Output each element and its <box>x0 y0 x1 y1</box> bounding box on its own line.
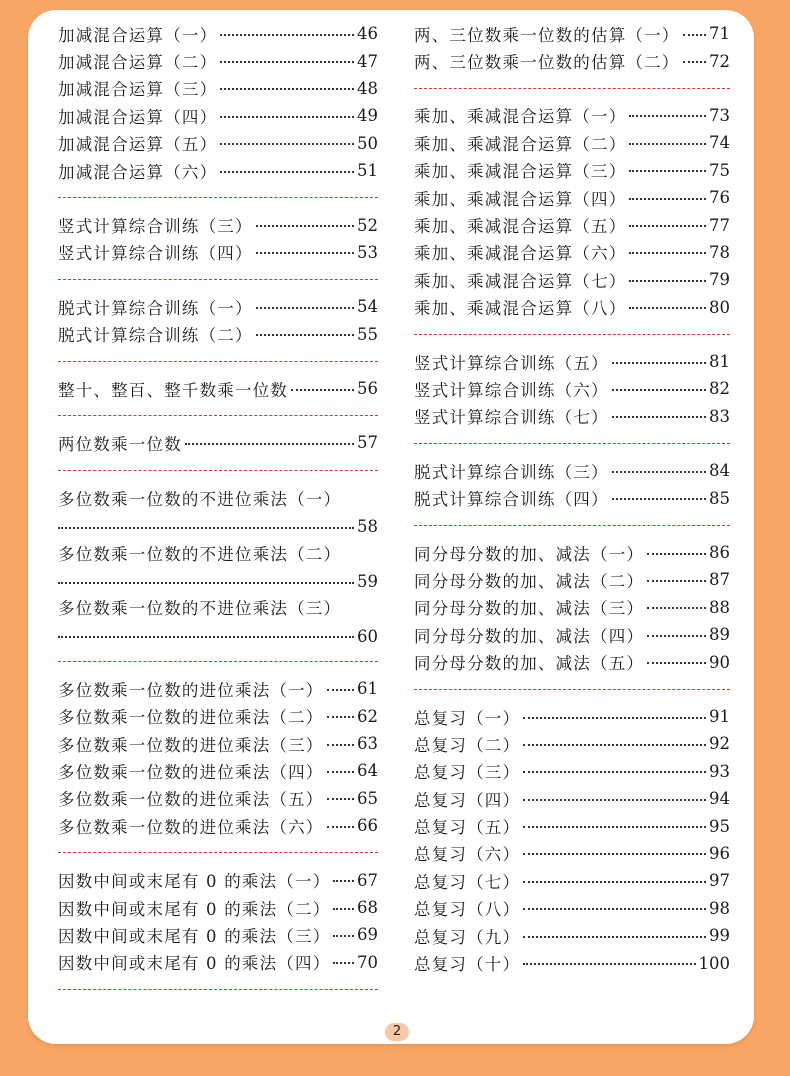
toc-entry-title: 多位数乘一位数的不进位乘法（一） <box>58 489 342 509</box>
toc-entry-title: 脱式计算综合训练（一） <box>58 298 253 318</box>
toc-entry[interactable] <box>414 867 730 894</box>
toc-entry-title: 因数中间或末尾有 0 的乘法（二） <box>58 899 331 919</box>
toc-entry-page: 95 <box>709 816 730 836</box>
toc-entry-page: 54 <box>357 297 378 317</box>
section-divider <box>414 88 730 89</box>
dot-leader <box>220 88 354 90</box>
toc-entry-page: 52 <box>357 215 378 235</box>
section-divider <box>58 361 378 362</box>
toc-entry-page: 75 <box>709 160 730 180</box>
dot-leader <box>327 826 355 828</box>
dot-leader <box>220 171 354 173</box>
toc-entry-page: 62 <box>357 706 378 726</box>
section-divider <box>58 989 378 990</box>
toc-entry[interactable] <box>414 294 730 321</box>
toc-entry[interactable] <box>58 20 378 47</box>
dot-leader <box>333 908 354 910</box>
toc-group <box>58 20 378 184</box>
toc-entry-page: 66 <box>357 816 378 836</box>
dot-leader <box>220 116 354 118</box>
dot-leader <box>185 443 354 445</box>
toc-entry-title: 多位数乘一位数的不进位乘法（三） <box>58 599 342 619</box>
toc-entry-title: 总复习（十） <box>414 955 521 975</box>
dot-leader <box>220 143 354 145</box>
toc-entry[interactable] <box>414 758 730 785</box>
toc-entry-title: 总复习（七） <box>414 872 521 892</box>
toc-entry[interactable] <box>58 675 378 702</box>
toc-entry-page: 49 <box>357 106 378 126</box>
toc-entry[interactable] <box>414 703 730 730</box>
dot-leader <box>683 34 707 36</box>
toc-entry[interactable] <box>414 648 730 675</box>
toc-entry[interactable] <box>414 840 730 867</box>
dot-leader <box>523 963 695 965</box>
toc-entry-page: 97 <box>709 871 730 891</box>
toc-group <box>58 675 378 839</box>
toc-entry[interactable] <box>414 129 730 156</box>
toc-entry-page: 70 <box>357 952 378 972</box>
dot-leader <box>327 771 355 773</box>
toc-entry-title: 因数中间或末尾有 0 的乘法（三） <box>58 926 331 946</box>
toc-entry-title: 竖式计算综合训练（七） <box>414 408 609 428</box>
section-divider <box>58 279 378 280</box>
dot-leader <box>523 881 706 883</box>
toc-entry[interactable] <box>414 211 730 238</box>
toc-group <box>58 211 378 266</box>
section-divider <box>414 443 730 444</box>
toc-entry-title: 总复习（一） <box>414 708 521 728</box>
dot-leader <box>523 717 706 719</box>
toc-entry-page: 64 <box>357 761 378 781</box>
toc-entry-page: 77 <box>709 215 730 235</box>
dot-leader <box>333 935 354 937</box>
dot-leader <box>523 744 706 746</box>
toc-entry[interactable] <box>58 321 378 348</box>
toc-entry-title: 加减混合运算（五） <box>58 135 218 155</box>
dot-leader <box>327 716 355 718</box>
toc-entry-title: 同分母分数的加、减法（一） <box>414 544 645 564</box>
toc-right-column <box>414 20 730 977</box>
toc-entry-title: 同分母分数的加、减法（三） <box>414 599 645 619</box>
toc-entry[interactable] <box>58 593 378 648</box>
toc-entry-title: 多位数乘一位数的进位乘法（六） <box>58 817 324 837</box>
toc-entry-title: 竖式计算综合训练（四） <box>58 244 253 264</box>
toc-entry-page: 93 <box>709 761 730 781</box>
dot-leader <box>220 34 354 36</box>
toc-entry-title: 竖式计算综合训练（五） <box>414 353 609 373</box>
dot-leader <box>629 307 706 309</box>
toc-entry[interactable] <box>58 949 378 976</box>
toc-group <box>58 866 378 976</box>
toc-entry-title: 两、三位数乘一位数的估算（二） <box>414 53 680 73</box>
dot-leader <box>220 61 354 63</box>
dot-leader <box>629 115 706 117</box>
toc-entry-title: 乘加、乘减混合运算（二） <box>414 134 627 154</box>
toc-page <box>28 10 754 1044</box>
toc-entry-page: 59 <box>357 572 378 592</box>
toc-group <box>58 375 378 402</box>
dot-leader <box>523 908 706 910</box>
dot-leader <box>647 607 706 609</box>
toc-entry-title: 脱式计算综合训练（四） <box>414 490 609 510</box>
toc-entry-title: 乘加、乘减混合运算（六） <box>414 244 627 264</box>
page-number-badge: 2 <box>385 1023 409 1041</box>
toc-entry-page: 81 <box>709 352 730 372</box>
dot-leader <box>523 936 706 938</box>
section-divider <box>414 334 730 335</box>
toc-entry[interactable] <box>58 484 378 539</box>
toc-group <box>414 348 730 430</box>
toc-entry-page: 79 <box>709 270 730 290</box>
toc-group <box>414 20 730 75</box>
toc-entry-page: 90 <box>709 652 730 672</box>
toc-entry-page: 83 <box>709 406 730 426</box>
toc-entry-title: 乘加、乘减混合运算（四） <box>414 189 627 209</box>
dot-leader <box>58 582 354 584</box>
toc-entry-page: 72 <box>709 51 730 71</box>
toc-entry[interactable] <box>414 539 730 566</box>
section-divider <box>414 525 730 526</box>
dot-leader <box>612 416 706 418</box>
toc-entry[interactable] <box>58 75 378 102</box>
dot-leader <box>58 636 354 638</box>
dot-leader <box>683 61 707 63</box>
toc-entry[interactable] <box>414 266 730 293</box>
toc-entry-title: 因数中间或末尾有 0 的乘法（四） <box>58 954 331 974</box>
toc-entry[interactable] <box>414 949 730 976</box>
toc-entry-page: 84 <box>709 461 730 481</box>
section-divider <box>58 852 378 853</box>
toc-entry-page: 69 <box>357 925 378 945</box>
toc-entry-page: 55 <box>357 324 378 344</box>
toc-entry[interactable] <box>414 812 730 839</box>
toc-entry[interactable] <box>58 239 378 266</box>
toc-entry-title: 加减混合运算（二） <box>58 53 218 73</box>
dot-leader <box>523 799 706 801</box>
toc-entry[interactable] <box>58 211 378 238</box>
toc-entry-page: 51 <box>357 161 378 181</box>
toc-entry-page: 46 <box>357 24 378 44</box>
toc-entry[interactable] <box>414 348 730 375</box>
section-divider <box>58 197 378 198</box>
toc-entry-title: 同分母分数的加、减法（五） <box>414 654 645 674</box>
toc-entry-title: 因数中间或末尾有 0 的乘法（一） <box>58 872 331 892</box>
toc-entry-page: 89 <box>709 625 730 645</box>
toc-entry-page: 71 <box>709 24 730 44</box>
toc-entry-title: 总复习（八） <box>414 900 521 920</box>
toc-entry[interactable] <box>58 894 378 921</box>
toc-entry[interactable] <box>414 484 730 511</box>
toc-entry-page: 87 <box>709 570 730 590</box>
toc-entry-page: 65 <box>357 788 378 808</box>
toc-group <box>58 429 378 456</box>
toc-entry-title: 总复习（五） <box>414 818 521 838</box>
toc-left-column <box>58 20 378 1003</box>
toc-entry-title: 总复习（二） <box>414 735 521 755</box>
toc-group <box>414 539 730 676</box>
toc-entry[interactable] <box>58 785 378 812</box>
dot-leader <box>629 143 706 145</box>
toc-entry-title: 脱式计算综合训练（三） <box>414 462 609 482</box>
toc-entry-title: 总复习（三） <box>414 763 521 783</box>
toc-entry-page: 67 <box>357 870 378 890</box>
dot-leader <box>327 744 355 746</box>
dot-leader <box>256 334 354 336</box>
toc-entry-page: 98 <box>709 898 730 918</box>
toc-entry-title: 总复习（六） <box>414 845 521 865</box>
toc-entry[interactable] <box>414 184 730 211</box>
dot-leader <box>333 880 354 882</box>
toc-entry-title: 乘加、乘减混合运算（三） <box>414 162 627 182</box>
toc-entry-title: 加减混合运算（三） <box>58 80 218 100</box>
toc-entry-page: 76 <box>709 188 730 208</box>
toc-entry-page: 88 <box>709 597 730 617</box>
dot-leader <box>612 471 706 473</box>
toc-entry-title: 竖式计算综合训练（三） <box>58 217 253 237</box>
toc-entry-page: 85 <box>709 488 730 508</box>
toc-entry[interactable] <box>414 730 730 757</box>
toc-entry[interactable] <box>58 102 378 129</box>
section-divider <box>58 470 378 471</box>
toc-entry-title: 多位数乘一位数的进位乘法（一） <box>58 680 324 700</box>
toc-entry[interactable] <box>58 730 378 757</box>
toc-entry-title: 加减混合运算（一） <box>58 25 218 45</box>
dot-leader <box>291 389 354 391</box>
dot-leader <box>647 553 706 555</box>
toc-entry[interactable] <box>58 375 378 402</box>
toc-entry[interactable] <box>414 403 730 430</box>
toc-entry[interactable] <box>58 47 378 74</box>
toc-entry-page: 96 <box>709 843 730 863</box>
toc-entry-title: 脱式计算综合训练（二） <box>58 326 253 346</box>
toc-entry-title: 乘加、乘减混合运算（一） <box>414 107 627 127</box>
toc-entry[interactable] <box>58 538 378 593</box>
toc-group <box>58 293 378 348</box>
toc-entry-page: 73 <box>709 105 730 125</box>
toc-entry[interactable] <box>58 293 378 320</box>
dot-leader <box>523 826 706 828</box>
section-divider <box>414 689 730 690</box>
toc-entry-page: 68 <box>357 898 378 917</box>
dot-leader <box>327 798 355 800</box>
dot-leader <box>256 307 354 309</box>
toc-entry-title: 多位数乘一位数的进位乘法（五） <box>58 790 324 810</box>
dot-leader <box>256 252 354 254</box>
toc-group <box>58 484 378 648</box>
toc-entry[interactable] <box>414 375 730 402</box>
toc-group <box>414 102 730 321</box>
dot-leader <box>647 635 706 637</box>
toc-entry[interactable] <box>414 621 730 648</box>
toc-entry-title: 两、三位数乘一位数的估算（一） <box>414 25 680 45</box>
toc-entry[interactable] <box>414 102 730 129</box>
toc-entry-title: 乘加、乘减混合运算（八） <box>414 299 627 319</box>
dot-leader <box>523 771 706 773</box>
toc-entry[interactable] <box>58 921 378 948</box>
toc-entry-page: 92 <box>709 734 730 754</box>
toc-entry[interactable] <box>58 866 378 893</box>
toc-entry[interactable] <box>58 757 378 784</box>
toc-entry[interactable] <box>58 702 378 729</box>
dot-leader <box>327 689 355 691</box>
toc-entry-page: 61 <box>357 679 378 699</box>
toc-entry[interactable] <box>58 130 378 157</box>
toc-entry-title: 总复习（四） <box>414 790 521 810</box>
toc-entry[interactable] <box>414 157 730 184</box>
toc-entry-page: 74 <box>709 133 730 153</box>
toc-group <box>414 457 730 512</box>
toc-entry-page: 50 <box>357 133 378 153</box>
dot-leader <box>333 962 354 964</box>
toc-entry-page: 99 <box>709 926 730 946</box>
toc-entry-page: 56 <box>357 379 378 399</box>
toc-entry-title: 总复习（九） <box>414 927 521 947</box>
toc-entry-page: 60 <box>357 626 378 646</box>
toc-entry-title: 多位数乘一位数的进位乘法（三） <box>58 735 324 755</box>
toc-entry-title: 加减混合运算（四） <box>58 107 218 127</box>
toc-entry-title: 乘加、乘减混合运算（七） <box>414 271 627 291</box>
toc-entry-title: 两位数乘一位数 <box>58 434 182 454</box>
dot-leader <box>256 225 354 227</box>
toc-entry-page: 94 <box>709 789 730 809</box>
toc-entry-page: 80 <box>709 297 730 317</box>
toc-entry[interactable] <box>414 895 730 922</box>
toc-entry[interactable] <box>58 812 378 839</box>
toc-entry[interactable] <box>414 785 730 812</box>
toc-entry-page: 47 <box>357 51 378 71</box>
toc-entry-title: 竖式计算综合训练（六） <box>414 380 609 400</box>
toc-entry-page: 48 <box>357 78 378 98</box>
dot-leader <box>629 170 706 172</box>
dot-leader <box>629 280 706 282</box>
section-divider <box>58 415 378 416</box>
toc-entry-page: 82 <box>709 379 730 399</box>
toc-entry-title: 多位数乘一位数的进位乘法（四） <box>58 762 324 782</box>
dot-leader <box>523 853 706 855</box>
toc-entry-page: 100 <box>698 953 730 973</box>
toc-entry-title: 多位数乘一位数的进位乘法（二） <box>58 708 324 728</box>
toc-entry[interactable] <box>414 239 730 266</box>
toc-entry[interactable] <box>414 922 730 949</box>
toc-entry[interactable] <box>414 457 730 484</box>
toc-entry-title: 乘加、乘减混合运算（五） <box>414 217 627 237</box>
section-divider <box>58 661 378 662</box>
toc-entry[interactable] <box>414 47 730 74</box>
dot-leader <box>629 252 706 254</box>
dot-leader <box>647 580 706 582</box>
toc-group <box>414 703 730 977</box>
toc-entry[interactable] <box>414 594 730 621</box>
toc-entry-page: 53 <box>357 242 378 262</box>
toc-entry-title: 多位数乘一位数的不进位乘法（二） <box>58 544 342 564</box>
dot-leader <box>629 198 706 200</box>
toc-entry-title: 整十、整百、整千数乘一位数 <box>58 380 289 400</box>
toc-entry-page: 91 <box>709 707 730 726</box>
toc-entry[interactable] <box>414 566 730 593</box>
toc-entry[interactable] <box>58 157 378 184</box>
dot-leader <box>58 527 354 529</box>
dot-leader <box>612 362 706 364</box>
toc-entry-page: 63 <box>357 734 378 754</box>
dot-leader <box>629 225 706 227</box>
toc-entry-title: 加减混合运算（六） <box>58 162 218 182</box>
toc-entry-page: 58 <box>357 517 378 537</box>
toc-entry-page: 86 <box>709 543 730 563</box>
toc-entry-title: 同分母分数的加、减法（二） <box>414 571 645 591</box>
dot-leader <box>612 389 706 391</box>
toc-entry-page: 78 <box>709 242 730 262</box>
toc-entry[interactable] <box>414 20 730 47</box>
toc-entry[interactable] <box>58 429 378 456</box>
toc-entry-page: 57 <box>357 433 378 453</box>
toc-entry-title: 同分母分数的加、减法（四） <box>414 626 645 646</box>
dot-leader <box>647 662 706 664</box>
dot-leader <box>612 498 706 500</box>
